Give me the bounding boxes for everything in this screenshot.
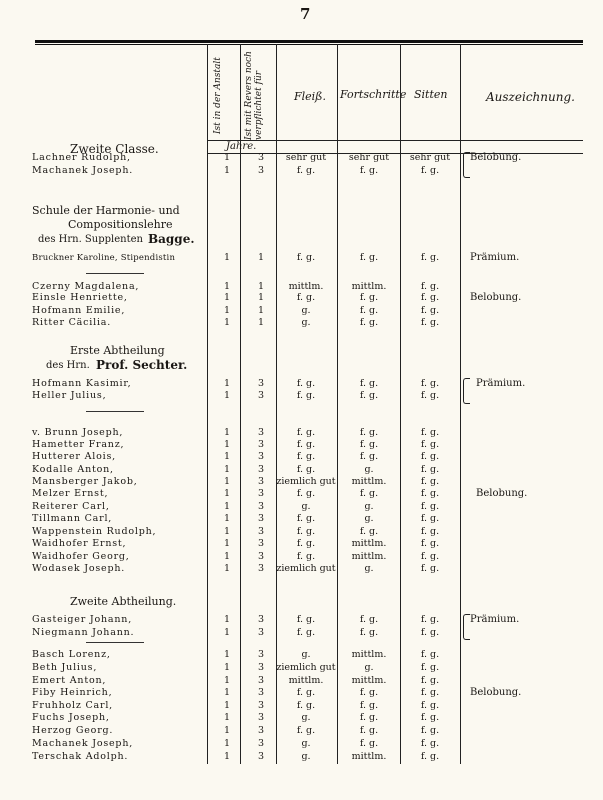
cell-s: f. g.: [420, 451, 440, 462]
cell-f: g.: [301, 738, 311, 749]
cell-f: sehr gut: [285, 152, 327, 163]
cell-f: g.: [301, 649, 311, 660]
column-divider: [240, 44, 241, 764]
cell-revers: 3: [258, 551, 265, 562]
section-subtitle: des Hrn. Supplenten: [38, 234, 143, 245]
cell-f: mittlm.: [288, 675, 324, 686]
cell-fs: sehr gut: [348, 152, 390, 163]
cell-s: f. g.: [420, 627, 440, 638]
header-jahre: Jahre.: [226, 141, 257, 152]
cell-fs: f. g.: [359, 390, 379, 401]
cell-s: f. g.: [420, 317, 440, 328]
cell-f: f. g.: [296, 464, 316, 475]
header-divider: [207, 140, 583, 141]
cell-revers: 3: [258, 738, 265, 749]
cell-fs: f. g.: [359, 292, 379, 303]
cell-s: f. g.: [420, 725, 440, 736]
column-divider: [400, 44, 401, 764]
cell-anstalt: 1: [224, 281, 231, 292]
cell-revers: 3: [258, 513, 265, 524]
cell-f: mittlm.: [288, 281, 324, 292]
header-anstalt: Ist in der Anstalt: [213, 57, 223, 134]
cell-revers: 3: [258, 538, 265, 549]
cell-fs: f. g.: [359, 725, 379, 736]
student-name: Herzog Georg.: [32, 725, 114, 736]
cell-f: g.: [301, 751, 311, 762]
student-name: Reiterer Carl,: [32, 501, 110, 512]
cell-f: f. g.: [296, 488, 316, 499]
student-name: Emert Anton,: [32, 675, 107, 686]
student-name: Hofmann Emilie,: [32, 305, 126, 316]
cell-revers: 3: [258, 451, 265, 462]
section-teacher: Prof. Sechter.: [96, 358, 188, 372]
cell-anstalt: 1: [224, 451, 231, 462]
cell-anstalt: 1: [224, 526, 231, 537]
student-name: Hofmann Kasimir,: [32, 378, 132, 389]
cell-fs: f. g.: [359, 526, 379, 537]
cell-f: f. g.: [296, 538, 316, 549]
cell-revers: 3: [258, 526, 265, 537]
cell-s: f. g.: [420, 165, 440, 176]
cell-f: ziemlich gut: [276, 563, 336, 574]
cell-anstalt: 1: [224, 513, 231, 524]
cell-anstalt: 1: [224, 464, 231, 475]
cell-auszeichnung: Belobung.: [470, 152, 522, 163]
cell-s: f. g.: [420, 700, 440, 711]
cell-s: sehr gut: [409, 152, 451, 163]
cell-revers: 3: [258, 662, 265, 673]
cell-f: f. g.: [296, 451, 316, 462]
cell-fs: mittlm.: [351, 649, 387, 660]
student-name: Gasteiger Johann,: [32, 614, 133, 625]
cell-anstalt: 1: [224, 649, 231, 660]
cell-fs: f. g.: [359, 427, 379, 438]
cell-revers: 3: [258, 464, 265, 475]
cell-s: f. g.: [420, 751, 440, 762]
student-name: Machanek Joseph.: [32, 165, 134, 176]
cell-f: f. g.: [296, 165, 316, 176]
cell-s: f. g.: [420, 513, 440, 524]
section-title: Zweite Classe.: [70, 142, 159, 156]
cell-revers: 3: [258, 165, 265, 176]
cell-anstalt: 1: [224, 427, 231, 438]
cell-revers: 3: [258, 427, 265, 438]
cell-s: f. g.: [420, 427, 440, 438]
cell-s: f. g.: [420, 501, 440, 512]
cell-f: f. g.: [296, 627, 316, 638]
cell-fs: f. g.: [359, 451, 379, 462]
cell-anstalt: 1: [224, 476, 231, 487]
cell-fs: f. g.: [359, 627, 379, 638]
student-name: Fiby Heinrich,: [32, 687, 113, 698]
cell-revers: 3: [258, 687, 265, 698]
cell-s: f. g.: [420, 292, 440, 303]
cell-revers: 3: [258, 488, 265, 499]
cell-s: f. g.: [420, 712, 440, 723]
student-name: Bruckner Karoline, Stipendistin: [32, 253, 176, 263]
cell-f: f. g.: [296, 378, 316, 389]
header-auszeichnung: Auszeichnung.: [486, 90, 575, 104]
cell-f: f. g.: [296, 513, 316, 524]
section-title: Erste Abtheilung: [70, 344, 165, 357]
cell-auszeichnung: Prämium.: [470, 614, 520, 625]
brace-mark: [463, 614, 470, 640]
cell-anstalt: 1: [224, 614, 231, 625]
cell-s: f. g.: [420, 305, 440, 316]
cell-anstalt: 1: [224, 165, 231, 176]
cell-s: f. g.: [420, 488, 440, 499]
column-divider: [207, 44, 208, 764]
cell-anstalt: 1: [224, 292, 231, 303]
student-name: Terschak Adolph.: [32, 751, 129, 762]
cell-s: f. g.: [420, 439, 440, 450]
column-divider: [460, 44, 461, 764]
cell-f: f. g.: [296, 725, 316, 736]
cell-f: f. g.: [296, 687, 316, 698]
cell-fs: f. g.: [359, 687, 379, 698]
cell-s: f. g.: [420, 390, 440, 401]
cell-revers: 3: [258, 501, 265, 512]
student-name: Hametter Franz,: [32, 439, 125, 450]
cell-fs: f. g.: [359, 252, 379, 263]
student-name: Wodasek Joseph.: [32, 563, 126, 574]
cell-revers: 1: [258, 305, 265, 316]
cell-anstalt: 1: [224, 488, 231, 499]
cell-s: f. g.: [420, 649, 440, 660]
cell-anstalt: 1: [224, 738, 231, 749]
cell-s: f. g.: [420, 614, 440, 625]
header-revers: Ist mit Revers noch verpflichtet für: [244, 51, 264, 140]
cell-f: g.: [301, 305, 311, 316]
cell-fs: f. g.: [359, 700, 379, 711]
student-name: Heller Julius,: [32, 390, 107, 401]
cell-auszeichnung: Belobung.: [476, 488, 528, 499]
cell-anstalt: 1: [224, 700, 231, 711]
cell-revers: 3: [258, 378, 265, 389]
cell-f: f. g.: [296, 614, 316, 625]
cell-anstalt: 1: [224, 252, 231, 263]
cell-auszeichnung: Belobung.: [470, 687, 522, 698]
student-name: Ritter Cäcilia.: [32, 317, 112, 328]
section-teacher: Bagge.: [148, 232, 195, 246]
cell-fs: mittlm.: [351, 551, 387, 562]
cell-revers: 3: [258, 627, 265, 638]
brace-mark: [463, 378, 470, 404]
cell-revers: 3: [258, 675, 265, 686]
cell-s: f. g.: [420, 526, 440, 537]
student-name: Mansberger Jakob,: [32, 476, 138, 487]
cell-s: f. g.: [420, 252, 440, 263]
cell-s: f. g.: [420, 687, 440, 698]
cell-s: f. g.: [420, 662, 440, 673]
cell-fs: f. g.: [359, 305, 379, 316]
brace-mark: [463, 152, 470, 178]
cell-revers: 3: [258, 390, 265, 401]
cell-anstalt: 1: [224, 538, 231, 549]
cell-s: f. g.: [420, 464, 440, 475]
cell-anstalt: 1: [224, 439, 231, 450]
cell-auszeichnung: Prämium.: [476, 378, 526, 389]
cell-f: g.: [301, 712, 311, 723]
cell-f: f. g.: [296, 427, 316, 438]
cell-anstalt: 1: [224, 378, 231, 389]
cell-anstalt: 1: [224, 551, 231, 562]
cell-fs: mittlm.: [351, 476, 387, 487]
cell-f: ziemlich gut: [276, 476, 336, 487]
cell-fs: g.: [364, 662, 374, 673]
cell-anstalt: 1: [224, 662, 231, 673]
cell-revers: 3: [258, 751, 265, 762]
column-divider: [337, 44, 338, 764]
cell-anstalt: 1: [224, 687, 231, 698]
cell-fs: f. g.: [359, 738, 379, 749]
cell-auszeichnung: Prämium.: [470, 252, 520, 263]
cell-fs: mittlm.: [351, 281, 387, 292]
cell-f: g.: [301, 317, 311, 328]
cell-revers: 3: [258, 614, 265, 625]
cell-f: f. g.: [296, 526, 316, 537]
cell-fs: g.: [364, 513, 374, 524]
cell-fs: mittlm.: [351, 751, 387, 762]
student-name: Waidhofer Georg,: [32, 551, 130, 562]
cell-fs: f. g.: [359, 317, 379, 328]
cell-f: f. g.: [296, 292, 316, 303]
group-separator: [86, 642, 144, 643]
student-name: v. Brunn Joseph,: [32, 427, 124, 438]
header-sitten: Sitten: [414, 88, 448, 101]
cell-auszeichnung: Belobung.: [470, 292, 522, 303]
student-name: Waidhofer Ernst,: [32, 538, 127, 549]
student-name: Hutterer Alois,: [32, 451, 116, 462]
cell-s: f. g.: [420, 675, 440, 686]
cell-fs: f. g.: [359, 488, 379, 499]
cell-f: f. g.: [296, 700, 316, 711]
cell-s: f. g.: [420, 281, 440, 292]
cell-fs: mittlm.: [351, 538, 387, 549]
student-name: Melzer Ernst,: [32, 488, 109, 499]
column-divider: [276, 44, 277, 764]
student-name: Machanek Joseph,: [32, 738, 134, 749]
cell-anstalt: 1: [224, 305, 231, 316]
cell-f: f. g.: [296, 439, 316, 450]
student-name: Fuchs Joseph,: [32, 712, 110, 723]
cell-anstalt: 1: [224, 563, 231, 574]
cell-revers: 3: [258, 563, 265, 574]
cell-f: ziemlich gut: [276, 662, 336, 673]
cell-revers: 1: [258, 317, 265, 328]
cell-fs: f. g.: [359, 712, 379, 723]
section-title: Schule der Harmonie- und: [32, 204, 180, 217]
cell-anstalt: 1: [224, 390, 231, 401]
cell-fs: g.: [364, 464, 374, 475]
cell-f: g.: [301, 501, 311, 512]
cell-revers: 3: [258, 649, 265, 660]
cell-revers: 3: [258, 700, 265, 711]
header-top-rule-thin: [35, 44, 583, 45]
cell-fs: g.: [364, 501, 374, 512]
cell-revers: 1: [258, 281, 265, 292]
section-title-cont: Compositionslehre: [68, 218, 173, 231]
cell-anstalt: 1: [224, 501, 231, 512]
cell-revers: 3: [258, 439, 265, 450]
group-separator: [86, 411, 144, 412]
cell-s: f. g.: [420, 476, 440, 487]
cell-revers: 3: [258, 476, 265, 487]
cell-s: f. g.: [420, 538, 440, 549]
cell-s: f. g.: [420, 551, 440, 562]
cell-s: f. g.: [420, 378, 440, 389]
section-title: Zweite Abtheilung.: [70, 595, 177, 608]
cell-anstalt: 1: [224, 627, 231, 638]
student-name: Kodalle Anton,: [32, 464, 114, 475]
cell-anstalt: 1: [224, 725, 231, 736]
cell-fs: f. g.: [359, 614, 379, 625]
header-fleiss: Fleiß.: [294, 90, 327, 103]
cell-fs: g.: [364, 563, 374, 574]
page-number: 7: [300, 5, 311, 23]
student-name: Czerny Magdalena,: [32, 281, 140, 292]
section-subtitle: des Hrn.: [46, 360, 90, 371]
student-name: Wappenstein Rudolph,: [32, 526, 157, 537]
header-top-rule: [35, 40, 583, 43]
cell-anstalt: 1: [224, 751, 231, 762]
cell-f: f. g.: [296, 390, 316, 401]
student-name: Beth Julius,: [32, 662, 98, 673]
cell-anstalt: 1: [224, 675, 231, 686]
cell-revers: 3: [258, 725, 265, 736]
cell-fs: f. g.: [359, 439, 379, 450]
cell-s: f. g.: [420, 738, 440, 749]
cell-revers: 1: [258, 252, 265, 263]
cell-s: f. g.: [420, 563, 440, 574]
student-name: Niegmann Johann.: [32, 627, 135, 638]
cell-f: f. g.: [296, 551, 316, 562]
cell-anstalt: 1: [224, 152, 231, 163]
cell-fs: f. g.: [359, 378, 379, 389]
student-name: Basch Lorenz,: [32, 649, 111, 660]
student-name: Tillmann Carl,: [32, 513, 113, 524]
student-name: Lachner Rudolph,: [32, 152, 131, 163]
student-name: Fruhholz Carl,: [32, 700, 114, 711]
cell-f: f. g.: [296, 252, 316, 263]
cell-revers: 3: [258, 152, 265, 163]
cell-fs: mittlm.: [351, 675, 387, 686]
group-separator: [86, 273, 144, 274]
cell-anstalt: 1: [224, 712, 231, 723]
header-fortschritte: Fortschritte: [340, 88, 407, 101]
cell-revers: 3: [258, 712, 265, 723]
cell-revers: 1: [258, 292, 265, 303]
cell-fs: f. g.: [359, 165, 379, 176]
student-name: Einsle Henriette,: [32, 292, 128, 303]
cell-anstalt: 1: [224, 317, 231, 328]
